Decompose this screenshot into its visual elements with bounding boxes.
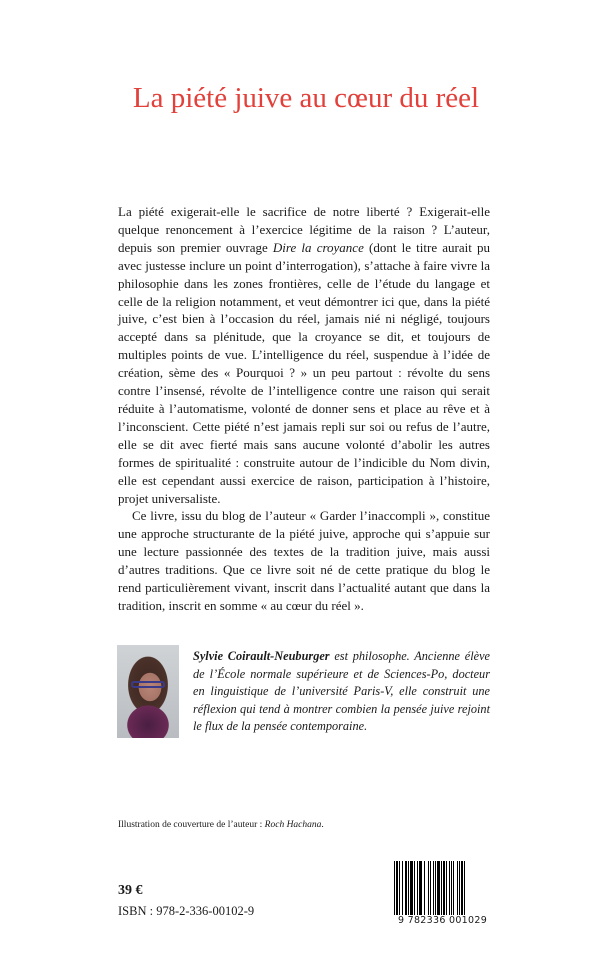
blurb-paragraph-1 bbox=[118, 203, 490, 507]
price: 39 € bbox=[118, 883, 143, 898]
blurb-paragraph-2: Ce livre, issu du blog de l’auteur « Garder l’inaccompli », constitue une approche structurante de la piété juive, approche qui s’appuie sur une lecture passionnée des textes de la tradition juive, mais aussi d’autres traditions. Que ce livre soit né de cette pratique du blog le rend particulièrement vivant, inscrit dans l’actualité autant que dans la tradition, inscrit en somme « au cœur du réel ». bbox=[118, 508, 490, 613]
barcode-bars bbox=[394, 861, 491, 915]
author-bio bbox=[193, 648, 490, 736]
author-bio-text: est philosophe. Ancienne élève de l’École normale supérieure et de Sciences-Po, docteur en linguistique de l’université Paris-V, elle construit une réflexion qui tend à montrer combien la pensée juive rejoint le flux de la pensée contemporaine. bbox=[193, 649, 490, 733]
credit-artist: Roch Hachana bbox=[264, 820, 322, 830]
author-photo bbox=[117, 645, 179, 738]
barcode bbox=[394, 861, 491, 927]
book-reference: Dire la croyance bbox=[272, 239, 364, 255]
barcode-number: 9 782336 001029 bbox=[397, 915, 488, 926]
book-title: La piété juive au cœur du réel bbox=[132, 82, 480, 114]
credit-end: . bbox=[321, 820, 324, 830]
credit-label: Illustration de couverture de l’auteur : bbox=[118, 820, 265, 830]
glasses-detail bbox=[131, 681, 165, 688]
barcode-bar bbox=[465, 861, 466, 915]
blurb-text: (dont le titre aurait pu avec justesse inclure un point d’interrogation), s’attache à faire vivre la philosophie dans les zones frontières, celle de l’étude du langage et celle de la religion notamment, et veut démontrer ici que, dans la piété juive, c’est bien à l’occasion du réel, jamais nié ni négligé, toujours accepté dans sa plénitude, que la croyance se dit, et toujours de multiples points de vue. L’intelligence du réel, suspendue à l’idée de création, sème des « Pourquoi ? » un peu partout : révolte du sens contre l’insensé, révolte de l’intelligence contre une raison qui serait réduite à l’automatisme, volonté de donner sens et place au rêve et à l’inconscient. Cette piété n’est jamais repli sur soi ou refus de l’autre, elle se dit avec fierté mais sans aucune volonté d’abolir les autres formes de spiritualité : construite autour de l’indicible du Nom divin, elle est cependant aussi exercice de raison, participation à l’histoire, projet universaliste. bbox=[118, 239, 490, 506]
blurb-text: La piété exigerait-elle le sacrifice de notre liberté ? Exigerait-elle quelque renoncement à l’exercice légitime de la raison ? L’auteur, depuis son premier ouvrage bbox=[118, 204, 490, 255]
author-name: Sylvie Coirault-Neuburger bbox=[193, 649, 330, 663]
illustration-credit bbox=[118, 820, 324, 830]
isbn: ISBN : 978-2-336-00102-9 bbox=[118, 904, 255, 918]
back-cover-blurb bbox=[118, 203, 490, 615]
